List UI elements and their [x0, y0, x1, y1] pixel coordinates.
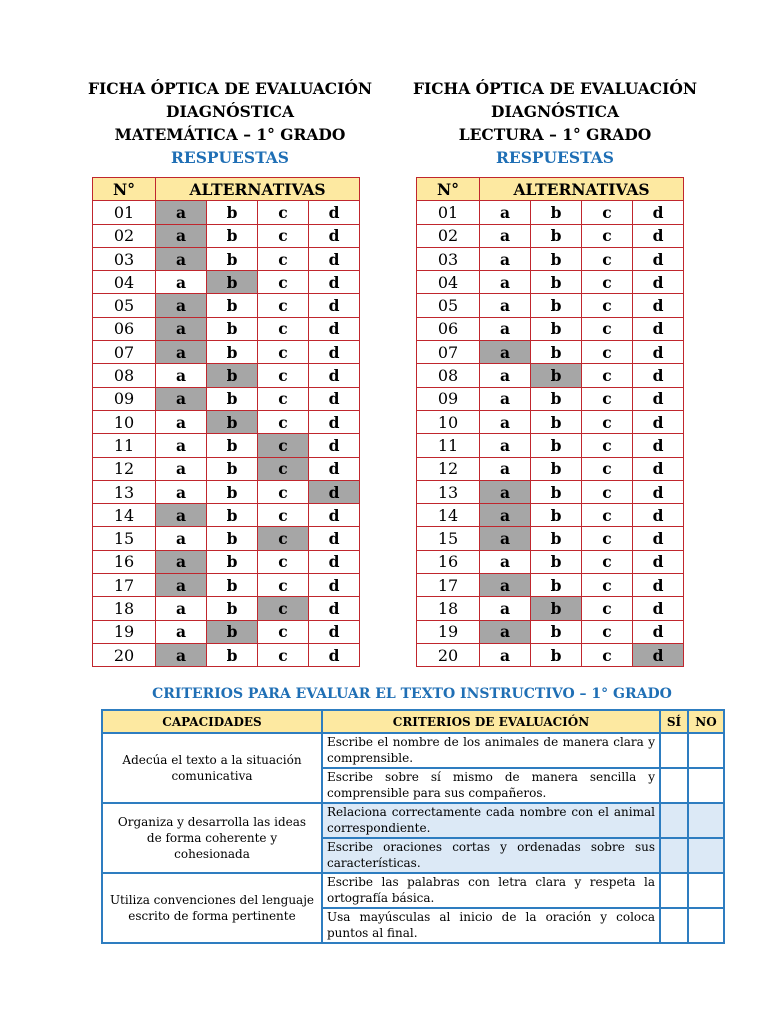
- math-answer-row: [93, 387, 360, 410]
- option-c-bubble[interactable]: c: [258, 574, 309, 597]
- criterion-cell: Usa mayúsculas al inicio de la oración y coloca puntos al final.: [322, 908, 660, 943]
- option-a-bubble[interactable]: a: [480, 643, 531, 666]
- criteria-header-yes: SÍ: [660, 710, 688, 733]
- reading-subtitle: RESPUESTAS: [496, 148, 614, 167]
- option-c-bubble[interactable]: c: [258, 457, 309, 480]
- question-number: 11: [93, 434, 156, 457]
- reading-answer-row: [417, 480, 684, 503]
- math-title-line-1: FICHA ÓPTICA DE EVALUACIÓN: [87, 79, 373, 98]
- option-a-bubble[interactable]: a: [156, 201, 207, 224]
- option-b-bubble[interactable]: b: [207, 574, 258, 597]
- question-number: 19: [417, 620, 480, 643]
- option-c-bubble[interactable]: c: [582, 364, 633, 387]
- option-d-bubble[interactable]: d: [633, 504, 684, 527]
- reading-answer-row: [417, 620, 684, 643]
- math-answer-row: [93, 457, 360, 480]
- option-d-bubble[interactable]: d: [309, 434, 360, 457]
- option-d-bubble[interactable]: d: [309, 364, 360, 387]
- reading-answer-row: [417, 341, 684, 364]
- question-number: 20: [417, 643, 480, 666]
- option-d-bubble[interactable]: d: [633, 643, 684, 666]
- question-number: 13: [93, 480, 156, 503]
- yes-checkbox-cell[interactable]: [660, 873, 688, 908]
- option-d-bubble[interactable]: d: [633, 434, 684, 457]
- math-answer-row: [93, 574, 360, 597]
- yes-checkbox-cell[interactable]: [660, 768, 688, 803]
- option-c-bubble[interactable]: c: [258, 643, 309, 666]
- question-number: 18: [93, 597, 156, 620]
- option-d-bubble[interactable]: d: [309, 527, 360, 550]
- option-b-bubble[interactable]: b: [531, 574, 582, 597]
- question-number: 10: [93, 410, 156, 433]
- option-a-bubble[interactable]: a: [480, 457, 531, 480]
- option-c-bubble[interactable]: c: [582, 457, 633, 480]
- option-a-bubble[interactable]: a: [156, 620, 207, 643]
- option-d-bubble[interactable]: d: [309, 247, 360, 270]
- option-c-bubble[interactable]: c: [258, 341, 309, 364]
- question-number: 08: [417, 364, 480, 387]
- option-b-bubble[interactable]: b: [207, 317, 258, 340]
- question-number: 07: [417, 341, 480, 364]
- option-d-bubble[interactable]: d: [309, 620, 360, 643]
- math-answer-row: [93, 341, 360, 364]
- option-b-bubble[interactable]: b: [207, 597, 258, 620]
- option-b-bubble[interactable]: b: [531, 364, 582, 387]
- question-number: 17: [417, 574, 480, 597]
- option-a-bubble[interactable]: a: [156, 364, 207, 387]
- option-b-bubble[interactable]: b: [531, 317, 582, 340]
- option-c-bubble[interactable]: c: [258, 201, 309, 224]
- option-c-bubble[interactable]: c: [258, 364, 309, 387]
- question-number: 16: [93, 550, 156, 573]
- option-c-bubble[interactable]: c: [582, 504, 633, 527]
- no-checkbox-cell[interactable]: [688, 908, 724, 943]
- option-b-bubble[interactable]: b: [207, 364, 258, 387]
- question-number: 18: [417, 597, 480, 620]
- criteria-header-criteria: CRITERIOS DE EVALUACIÓN: [322, 710, 660, 733]
- option-c-bubble[interactable]: c: [582, 597, 633, 620]
- option-a-bubble[interactable]: a: [480, 434, 531, 457]
- option-a-bubble[interactable]: a: [156, 480, 207, 503]
- reading-answer-row: [417, 410, 684, 433]
- option-a-bubble[interactable]: a: [156, 527, 207, 550]
- question-number: 17: [93, 574, 156, 597]
- yes-checkbox-cell[interactable]: [660, 733, 688, 768]
- question-number: 02: [417, 224, 480, 247]
- option-c-bubble[interactable]: c: [582, 247, 633, 270]
- reading-title-line-3: LECTURA – 1° GRADO: [458, 125, 652, 144]
- question-number: 04: [417, 271, 480, 294]
- no-checkbox-cell[interactable]: [688, 838, 724, 873]
- option-c-bubble[interactable]: c: [258, 620, 309, 643]
- option-a-bubble[interactable]: a: [156, 247, 207, 270]
- option-a-bubble[interactable]: a: [480, 504, 531, 527]
- reading-answer-row: [417, 294, 684, 317]
- option-c-bubble[interactable]: c: [582, 527, 633, 550]
- option-d-bubble[interactable]: d: [633, 574, 684, 597]
- option-b-bubble[interactable]: b: [531, 247, 582, 270]
- option-b-bubble[interactable]: b: [207, 201, 258, 224]
- option-d-bubble[interactable]: d: [309, 574, 360, 597]
- option-c-bubble[interactable]: c: [258, 527, 309, 550]
- math-answer-row: [93, 271, 360, 294]
- math-answer-row: [93, 550, 360, 573]
- option-b-bubble[interactable]: b: [531, 224, 582, 247]
- reading-answer-row: [417, 527, 684, 550]
- math-answer-row: [93, 294, 360, 317]
- option-a-bubble[interactable]: a: [480, 341, 531, 364]
- option-c-bubble[interactable]: c: [258, 387, 309, 410]
- math-answer-row: [93, 504, 360, 527]
- reading-answer-row: [417, 550, 684, 573]
- option-b-bubble[interactable]: b: [531, 201, 582, 224]
- option-c-bubble[interactable]: c: [258, 480, 309, 503]
- option-a-bubble[interactable]: a: [156, 643, 207, 666]
- option-c-bubble[interactable]: c: [582, 550, 633, 573]
- question-number: 14: [93, 504, 156, 527]
- capacity-cell: Utiliza convenciones del lenguaje escrito de forma pertinente: [102, 873, 322, 943]
- yes-checkbox-cell[interactable]: [660, 803, 688, 838]
- criterion-cell: Relaciona correctamente cada nombre con el animal correspondiente.: [322, 803, 660, 838]
- option-d-bubble[interactable]: d: [633, 247, 684, 270]
- question-number: 05: [93, 294, 156, 317]
- option-a-bubble[interactable]: a: [156, 224, 207, 247]
- option-d-bubble[interactable]: d: [309, 480, 360, 503]
- option-b-bubble[interactable]: b: [207, 480, 258, 503]
- option-a-bubble[interactable]: a: [156, 457, 207, 480]
- option-b-bubble[interactable]: b: [531, 504, 582, 527]
- option-b-bubble[interactable]: b: [207, 550, 258, 573]
- option-c-bubble[interactable]: c: [582, 620, 633, 643]
- option-a-bubble[interactable]: a: [156, 317, 207, 340]
- option-d-bubble[interactable]: d: [309, 550, 360, 573]
- option-d-bubble[interactable]: d: [309, 317, 360, 340]
- option-a-bubble[interactable]: a: [156, 294, 207, 317]
- option-a-bubble[interactable]: a: [156, 574, 207, 597]
- reading-answer-row: [417, 434, 684, 457]
- option-d-bubble[interactable]: d: [309, 224, 360, 247]
- capacity-cell: Organiza y desarrolla las ideas de forma coherente y cohesionada: [102, 803, 322, 873]
- question-number: 06: [417, 317, 480, 340]
- reading-answer-row: [417, 247, 684, 270]
- question-number: 06: [93, 317, 156, 340]
- option-a-bubble[interactable]: a: [156, 271, 207, 294]
- option-d-bubble[interactable]: d: [309, 387, 360, 410]
- option-d-bubble[interactable]: d: [633, 620, 684, 643]
- option-d-bubble[interactable]: d: [309, 504, 360, 527]
- option-c-bubble[interactable]: c: [582, 294, 633, 317]
- reading-answer-row: [417, 317, 684, 340]
- option-b-bubble[interactable]: b: [207, 527, 258, 550]
- option-b-bubble[interactable]: b: [531, 597, 582, 620]
- option-c-bubble[interactable]: c: [258, 271, 309, 294]
- option-b-bubble[interactable]: b: [207, 504, 258, 527]
- option-b-bubble[interactable]: b: [531, 341, 582, 364]
- option-c-bubble[interactable]: c: [258, 504, 309, 527]
- reading-answer-row: [417, 574, 684, 597]
- option-b-bubble[interactable]: b: [531, 620, 582, 643]
- question-number: 01: [93, 201, 156, 224]
- question-number: 03: [93, 247, 156, 270]
- reading-answer-row: [417, 271, 684, 294]
- criterion-cell: Escribe oraciones cortas y ordenadas sobre sus características.: [322, 838, 660, 873]
- option-b-bubble[interactable]: b: [207, 224, 258, 247]
- option-c-bubble[interactable]: c: [582, 410, 633, 433]
- option-b-bubble[interactable]: b: [207, 271, 258, 294]
- yes-checkbox-cell[interactable]: [660, 838, 688, 873]
- math-answer-row: [93, 620, 360, 643]
- option-c-bubble[interactable]: c: [582, 224, 633, 247]
- option-d-bubble[interactable]: d: [633, 387, 684, 410]
- option-b-bubble[interactable]: b: [531, 387, 582, 410]
- question-number: 13: [417, 480, 480, 503]
- option-d-bubble[interactable]: d: [309, 597, 360, 620]
- question-number: 01: [417, 201, 480, 224]
- option-d-bubble[interactable]: d: [633, 364, 684, 387]
- criterion-cell: Escribe el nombre de los animales de manera clara y comprensible.: [322, 733, 660, 768]
- criterion-cell: Escribe las palabras con letra clara y respeta la ortografía básica.: [322, 873, 660, 908]
- option-a-bubble[interactable]: a: [480, 620, 531, 643]
- reading-header-alternatives: ALTERNATIVAS: [480, 178, 684, 201]
- option-c-bubble[interactable]: c: [258, 294, 309, 317]
- option-a-bubble[interactable]: a: [480, 317, 531, 340]
- option-d-bubble[interactable]: d: [309, 643, 360, 666]
- option-d-bubble[interactable]: d: [309, 457, 360, 480]
- criterion-cell: Escribe sobre sí mismo de manera sencilla y comprensible para sus compañeros.: [322, 768, 660, 803]
- criteria-header-capacities: CAPACIDADES: [102, 710, 322, 733]
- option-d-bubble[interactable]: d: [309, 201, 360, 224]
- option-b-bubble[interactable]: b: [207, 387, 258, 410]
- option-a-bubble[interactable]: a: [480, 201, 531, 224]
- question-number: 15: [93, 527, 156, 550]
- option-d-bubble[interactable]: d: [633, 527, 684, 550]
- option-b-bubble[interactable]: b: [531, 434, 582, 457]
- option-d-bubble[interactable]: d: [633, 341, 684, 364]
- reading-answer-table: [416, 177, 684, 667]
- option-a-bubble[interactable]: a: [480, 480, 531, 503]
- reading-sheet-title: [405, 77, 705, 169]
- option-a-bubble[interactable]: a: [480, 224, 531, 247]
- math-sheet-title: [80, 77, 380, 169]
- option-a-bubble[interactable]: a: [480, 410, 531, 433]
- option-c-bubble[interactable]: c: [258, 410, 309, 433]
- math-answer-row: [93, 410, 360, 433]
- option-a-bubble[interactable]: a: [156, 504, 207, 527]
- question-number: 14: [417, 504, 480, 527]
- question-number: 15: [417, 527, 480, 550]
- math-answer-row: [93, 317, 360, 340]
- math-answer-row: [93, 224, 360, 247]
- option-a-bubble[interactable]: a: [156, 341, 207, 364]
- question-number: 03: [417, 247, 480, 270]
- option-d-bubble[interactable]: d: [309, 294, 360, 317]
- no-checkbox-cell[interactable]: [688, 768, 724, 803]
- question-number: 09: [93, 387, 156, 410]
- option-d-bubble[interactable]: d: [633, 410, 684, 433]
- option-a-bubble[interactable]: a: [156, 410, 207, 433]
- yes-checkbox-cell[interactable]: [660, 908, 688, 943]
- question-number: 20: [93, 643, 156, 666]
- option-a-bubble[interactable]: a: [480, 247, 531, 270]
- reading-answer-row: [417, 364, 684, 387]
- option-d-bubble[interactable]: d: [633, 550, 684, 573]
- math-answer-row: [93, 643, 360, 666]
- option-b-bubble[interactable]: b: [531, 410, 582, 433]
- option-a-bubble[interactable]: a: [480, 597, 531, 620]
- option-c-bubble[interactable]: c: [582, 434, 633, 457]
- option-b-bubble[interactable]: b: [207, 457, 258, 480]
- option-a-bubble[interactable]: a: [480, 271, 531, 294]
- question-number: 02: [93, 224, 156, 247]
- option-b-bubble[interactable]: b: [531, 457, 582, 480]
- option-b-bubble[interactable]: b: [531, 527, 582, 550]
- math-answer-row: [93, 364, 360, 387]
- option-c-bubble[interactable]: c: [258, 224, 309, 247]
- criteria-header-no: NO: [688, 710, 724, 733]
- option-d-bubble[interactable]: d: [633, 271, 684, 294]
- option-d-bubble[interactable]: d: [633, 294, 684, 317]
- option-a-bubble[interactable]: a: [480, 387, 531, 410]
- option-b-bubble[interactable]: b: [531, 480, 582, 503]
- question-number: 16: [417, 550, 480, 573]
- option-a-bubble[interactable]: a: [480, 294, 531, 317]
- option-c-bubble[interactable]: c: [582, 480, 633, 503]
- math-title-line-3: MATEMÁTICA – 1° GRADO: [114, 125, 346, 144]
- criteria-table: [101, 709, 725, 944]
- option-b-bubble[interactable]: b: [207, 341, 258, 364]
- option-c-bubble[interactable]: c: [582, 201, 633, 224]
- option-b-bubble[interactable]: b: [207, 620, 258, 643]
- no-checkbox-cell[interactable]: [688, 873, 724, 908]
- math-header-alternatives: ALTERNATIVAS: [156, 178, 360, 201]
- option-d-bubble[interactable]: d: [633, 201, 684, 224]
- option-d-bubble[interactable]: d: [309, 410, 360, 433]
- math-subtitle: RESPUESTAS: [171, 148, 289, 167]
- option-b-bubble[interactable]: b: [531, 294, 582, 317]
- question-number: 12: [93, 457, 156, 480]
- math-answer-row: [93, 201, 360, 224]
- math-answer-row: [93, 597, 360, 620]
- option-b-bubble[interactable]: b: [531, 643, 582, 666]
- option-d-bubble[interactable]: d: [309, 271, 360, 294]
- option-c-bubble[interactable]: c: [258, 597, 309, 620]
- option-c-bubble[interactable]: c: [582, 341, 633, 364]
- option-b-bubble[interactable]: b: [207, 434, 258, 457]
- question-number: 12: [417, 457, 480, 480]
- math-header-number: N°: [93, 178, 156, 201]
- math-answer-table: [92, 177, 360, 667]
- option-c-bubble[interactable]: c: [258, 317, 309, 340]
- option-c-bubble[interactable]: c: [582, 574, 633, 597]
- math-answer-row: [93, 480, 360, 503]
- option-a-bubble[interactable]: a: [480, 550, 531, 573]
- reading-answer-row: [417, 643, 684, 666]
- reading-answer-row: [417, 457, 684, 480]
- option-b-bubble[interactable]: b: [207, 410, 258, 433]
- option-b-bubble[interactable]: b: [207, 294, 258, 317]
- math-answer-row: [93, 247, 360, 270]
- option-c-bubble[interactable]: c: [258, 550, 309, 573]
- option-d-bubble[interactable]: d: [633, 224, 684, 247]
- math-answer-row: [93, 527, 360, 550]
- option-b-bubble[interactable]: b: [531, 271, 582, 294]
- reading-answer-row: [417, 387, 684, 410]
- question-number: 04: [93, 271, 156, 294]
- question-number: 11: [417, 434, 480, 457]
- reading-title-line-2: DIAGNÓSTICA: [491, 102, 619, 121]
- option-a-bubble[interactable]: a: [156, 434, 207, 457]
- option-c-bubble[interactable]: c: [582, 387, 633, 410]
- option-a-bubble[interactable]: a: [156, 597, 207, 620]
- option-a-bubble[interactable]: a: [156, 550, 207, 573]
- option-c-bubble[interactable]: c: [582, 317, 633, 340]
- reading-answer-row: [417, 201, 684, 224]
- option-c-bubble[interactable]: c: [582, 271, 633, 294]
- reading-answer-row: [417, 504, 684, 527]
- capacity-cell: Adecúa el texto a la situación comunicativa: [102, 733, 322, 803]
- option-d-bubble[interactable]: d: [633, 317, 684, 340]
- reading-title-line-1: FICHA ÓPTICA DE EVALUACIÓN: [412, 79, 698, 98]
- option-c-bubble[interactable]: c: [258, 247, 309, 270]
- option-b-bubble[interactable]: b: [531, 550, 582, 573]
- option-d-bubble[interactable]: d: [633, 457, 684, 480]
- option-b-bubble[interactable]: b: [207, 643, 258, 666]
- option-a-bubble[interactable]: a: [480, 527, 531, 550]
- option-c-bubble[interactable]: c: [582, 643, 633, 666]
- question-number: 05: [417, 294, 480, 317]
- option-d-bubble[interactable]: d: [633, 597, 684, 620]
- option-d-bubble[interactable]: d: [633, 480, 684, 503]
- question-number: 19: [93, 620, 156, 643]
- reading-answer-row: [417, 224, 684, 247]
- no-checkbox-cell[interactable]: [688, 803, 724, 838]
- question-number: 09: [417, 387, 480, 410]
- math-answer-row: [93, 434, 360, 457]
- math-title-line-2: DIAGNÓSTICA: [166, 102, 294, 121]
- option-b-bubble[interactable]: b: [207, 247, 258, 270]
- criteria-title: CRITERIOS PARA EVALUAR EL TEXTO INSTRUCTIVO – 1° GRADO: [152, 686, 672, 702]
- option-a-bubble[interactable]: a: [156, 387, 207, 410]
- option-c-bubble[interactable]: c: [258, 434, 309, 457]
- option-a-bubble[interactable]: a: [480, 364, 531, 387]
- question-number: 07: [93, 341, 156, 364]
- question-number: 08: [93, 364, 156, 387]
- reading-answer-row: [417, 597, 684, 620]
- question-number: 10: [417, 410, 480, 433]
- option-d-bubble[interactable]: d: [309, 341, 360, 364]
- option-a-bubble[interactable]: a: [480, 574, 531, 597]
- reading-header-number: N°: [417, 178, 480, 201]
- no-checkbox-cell[interactable]: [688, 733, 724, 768]
